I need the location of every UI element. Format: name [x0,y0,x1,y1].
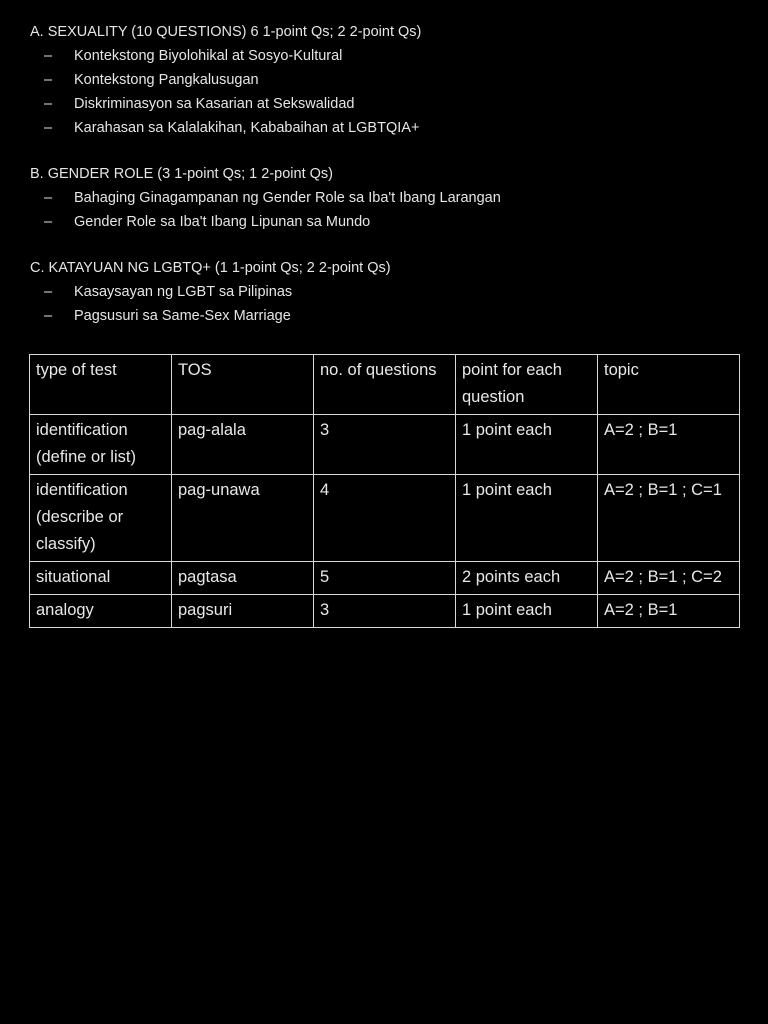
table-cell: 2 points each [456,562,598,595]
tos-table [29,354,740,628]
section-heading: B. GENDER ROLE (3 1-point Qs; 1 2-point Qs) [30,166,333,182]
dash-bullet: – [44,48,53,64]
table-cell: 5 [314,562,456,595]
table-cell: pag-alala [172,415,314,475]
list-item-text: Kasaysayan ng LGBT sa Pilipinas [74,284,293,300]
table-cell: 4 [314,475,456,562]
list-item [30,44,740,68]
section-heading: C. KATAYUAN NG LGBTQ+ (1 1-point Qs; 2 2-point Qs) [30,260,391,276]
dash-bullet: – [44,72,53,88]
list-item [30,92,740,116]
table-cell: 3 [314,415,456,475]
table-row [30,562,740,595]
section-gender-role [30,163,740,234]
section-heading: A. SEXUALITY (10 QUESTIONS) 6 1-point Qs; 2 2-point Qs) [30,24,422,40]
list-item-text: Bahaging Ginagampanan ng Gender Role sa Iba't Ibang Larangan [74,190,501,206]
list-item [30,210,740,234]
table-row [30,475,740,562]
column-header-type-of-test: type of test [30,355,172,415]
list-item [30,116,740,140]
list-item-text: Diskriminasyon sa Kasarian at Sekswalidad [74,96,355,112]
dash-bullet: – [44,96,53,112]
table-row [30,595,740,628]
table-cell: situational [30,562,172,595]
table-cell: A=2 ; B=1 [598,595,740,628]
list-item [30,304,740,328]
table-cell: pagsuri [172,595,314,628]
column-header-points: point for each question [456,355,598,415]
topic-list [30,44,740,140]
dash-bullet: – [44,214,53,230]
table-header-row [30,355,740,415]
table-cell: 1 point each [456,475,598,562]
column-header-topic: topic [598,355,740,415]
dash-bullet: – [44,190,53,206]
column-header-tos: TOS [172,355,314,415]
table-cell: A=2 ; B=1 ; C=2 [598,562,740,595]
table-cell: 1 point each [456,415,598,475]
section-sexuality [30,21,740,140]
column-header-no-of-questions: no. of questions [314,355,456,415]
list-item-text: Gender Role sa Iba't Ibang Lipunan sa Mundo [74,214,371,230]
dash-bullet: – [44,120,53,136]
table-cell: pag-unawa [172,475,314,562]
list-item-text: Pagsusuri sa Same-Sex Marriage [74,308,291,324]
table-cell: 3 [314,595,456,628]
list-item [30,68,740,92]
list-item-text: Karahasan sa Kalalakihan, Kababaihan at LGBTQIA+ [74,120,420,136]
dash-bullet: – [44,308,53,324]
list-item [30,280,740,304]
table-cell: analogy [30,595,172,628]
dash-bullet: – [44,284,53,300]
section-katayuan-lgbtq [30,257,740,328]
table-row [30,415,740,475]
table-cell: 1 point each [456,595,598,628]
table-cell: identification (define or list) [30,415,172,475]
list-item-text: Kontekstong Pangkalusugan [74,72,259,88]
table-cell: pagtasa [172,562,314,595]
table-cell: A=2 ; B=1 ; C=1 [598,475,740,562]
list-item-text: Kontekstong Biyolohikal at Sosyo-Kultural [74,48,343,64]
list-item [30,186,740,210]
table-cell: identification (describe or classify) [30,475,172,562]
table-cell: A=2 ; B=1 [598,415,740,475]
topic-list [30,186,740,234]
topic-list [30,280,740,328]
document-outline [30,21,740,351]
